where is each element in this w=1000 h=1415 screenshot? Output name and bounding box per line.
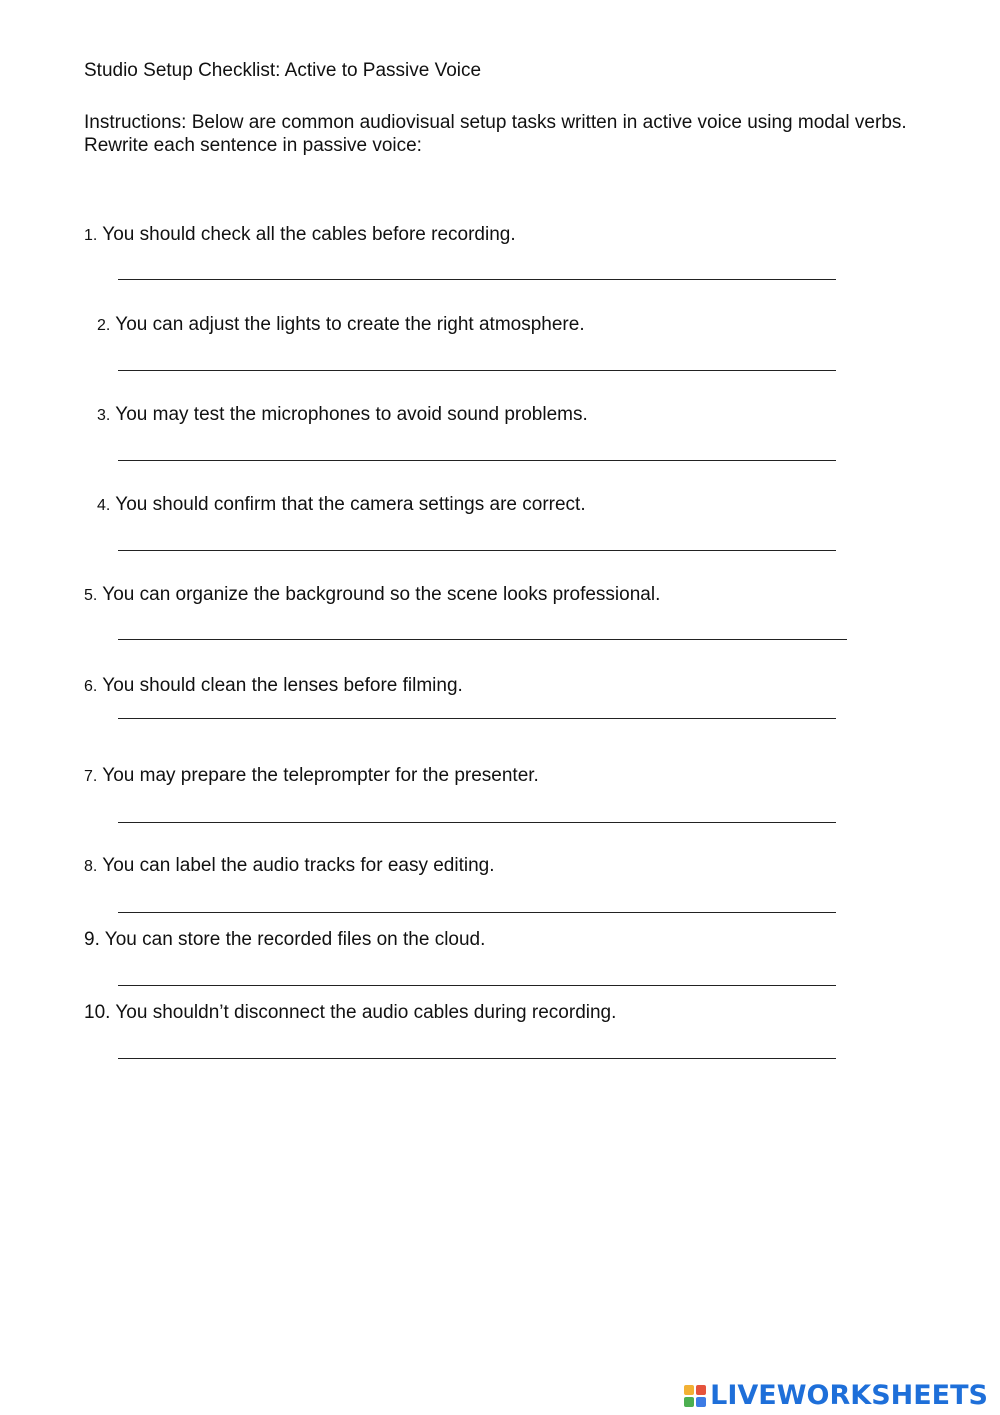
answer-line-3[interactable] bbox=[118, 460, 836, 461]
question-3 bbox=[97, 404, 588, 426]
answer-line-10[interactable] bbox=[118, 1058, 836, 1059]
answer-line-4[interactable] bbox=[118, 550, 836, 551]
question-number: 8. bbox=[84, 858, 98, 875]
question-number: 1. bbox=[84, 227, 98, 244]
question-2 bbox=[97, 314, 585, 336]
answer-line-7[interactable] bbox=[118, 822, 836, 823]
question-number: 9. bbox=[84, 929, 100, 950]
instructions-text: Instructions: Below are common audiovisual setup tasks written in active voice using modal verbs. Rewrite each sentence in passive voice: bbox=[84, 112, 907, 156]
question-text: You can adjust the lights to create the right atmosphere. bbox=[115, 314, 585, 335]
question-5 bbox=[84, 584, 660, 606]
question-text: You may test the microphones to avoid sound problems. bbox=[115, 404, 588, 425]
question-text: You should confirm that the camera settings are correct. bbox=[115, 494, 586, 515]
logo-square-3 bbox=[684, 1397, 694, 1407]
question-7 bbox=[84, 765, 539, 787]
logo-text: LIVEWORKSHEETS bbox=[710, 1380, 988, 1411]
question-text: You should check all the cables before recording. bbox=[102, 224, 516, 245]
answer-line-5[interactable] bbox=[118, 639, 847, 640]
question-6 bbox=[84, 675, 463, 697]
question-number: 6. bbox=[84, 678, 98, 695]
question-1 bbox=[84, 224, 516, 246]
question-8 bbox=[84, 855, 495, 877]
question-4 bbox=[97, 494, 586, 516]
logo-mark-icon bbox=[684, 1385, 706, 1407]
question-text: You shouldn’t disconnect the audio cables during recording. bbox=[115, 1002, 617, 1023]
answer-line-9[interactable] bbox=[118, 985, 836, 986]
answer-line-1[interactable] bbox=[118, 279, 836, 280]
logo-square-4 bbox=[696, 1397, 706, 1407]
question-number: 4. bbox=[97, 497, 111, 514]
question-number: 7. bbox=[84, 768, 98, 785]
question-9 bbox=[84, 929, 485, 951]
logo-square-2 bbox=[696, 1385, 706, 1395]
question-text: You should clean the lenses before filming. bbox=[102, 675, 463, 696]
answer-line-8[interactable] bbox=[118, 912, 836, 913]
question-text: You can store the recorded files on the cloud. bbox=[104, 929, 486, 950]
question-number: 3. bbox=[97, 407, 111, 424]
worksheet-title: Studio Setup Checklist: Active to Passive Voice bbox=[84, 60, 482, 81]
question-10 bbox=[84, 1002, 616, 1024]
answer-line-2[interactable] bbox=[118, 370, 836, 371]
liveworksheets-logo bbox=[684, 1380, 988, 1411]
question-number: 10. bbox=[84, 1002, 111, 1023]
logo-square-1 bbox=[684, 1385, 694, 1395]
question-number: 2. bbox=[97, 317, 111, 334]
question-text: You may prepare the teleprompter for the presenter. bbox=[102, 765, 539, 786]
question-number: 5. bbox=[84, 587, 98, 604]
answer-line-6[interactable] bbox=[118, 718, 836, 719]
question-text: You can organize the background so the scene looks professional. bbox=[102, 584, 661, 605]
question-text: You can label the audio tracks for easy editing. bbox=[102, 855, 495, 876]
